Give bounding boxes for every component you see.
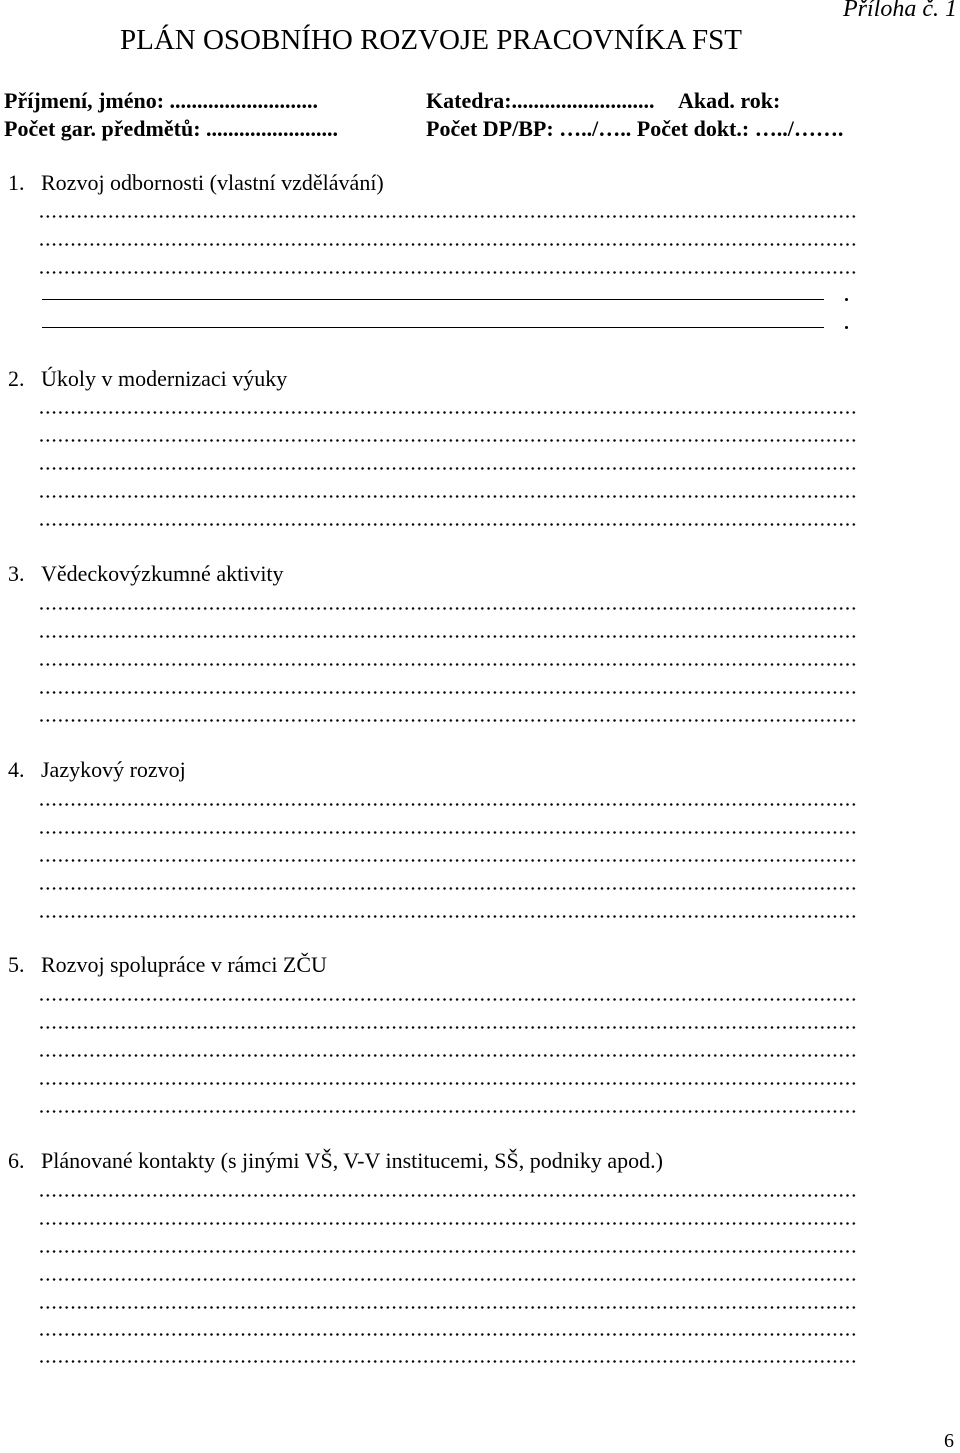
courses-count-field[interactable]: Počet gar. předmětů: ........................ (4, 116, 339, 141)
fill-line[interactable] (40, 411, 858, 419)
annex-label: Příloha č. 1 (843, 0, 957, 22)
section-heading-1 (8, 170, 384, 196)
fill-line[interactable] (40, 915, 858, 923)
fill-line[interactable] (40, 803, 858, 811)
page-title: PLÁN OSOBNÍHO ROZVOJE PRACOVNÍKA FST (120, 24, 742, 56)
section-number: 4. (8, 757, 25, 782)
fill-line[interactable] (40, 271, 858, 279)
section-heading-5 (8, 952, 327, 978)
fill-line[interactable] (40, 607, 858, 615)
fill-line[interactable] (40, 1194, 858, 1202)
fill-line[interactable] (40, 467, 858, 475)
section-title: Rozvoj odbornosti (vlastní vzdělávání) (41, 170, 384, 195)
department-field[interactable]: Katedra:.......................... (426, 88, 655, 113)
section-title: Úkoly v modernizaci výuky (41, 366, 288, 391)
section-number: 1. (8, 170, 25, 195)
fill-line[interactable] (40, 523, 858, 531)
fill-line[interactable] (40, 439, 858, 447)
section-heading-3 (8, 561, 284, 587)
fill-line[interactable] (40, 831, 858, 839)
academic-year-field[interactable]: Akad. rok: (678, 88, 781, 113)
page-number: 6 (944, 1430, 954, 1452)
section-heading-4 (8, 757, 186, 783)
fill-line[interactable] (40, 215, 858, 223)
section-number: 5. (8, 952, 25, 977)
fill-line[interactable] (40, 719, 858, 727)
section-number: 6. (8, 1148, 25, 1173)
fill-line[interactable] (40, 691, 858, 699)
section-title: Rozvoj spolupráce v rámci ZČU (41, 952, 327, 977)
section-title: Vědeckovýzkumné aktivity (41, 561, 284, 586)
fill-line[interactable] (42, 327, 824, 328)
fill-line[interactable] (40, 998, 858, 1006)
fill-line[interactable] (40, 1306, 858, 1314)
section-number: 3. (8, 561, 25, 586)
fill-line[interactable] (40, 859, 858, 867)
fill-line[interactable] (40, 1222, 858, 1230)
section-heading-6 (8, 1148, 663, 1174)
fill-line[interactable] (40, 1278, 858, 1286)
section-title: Jazykový rozvoj (41, 757, 186, 782)
fill-line[interactable] (40, 1054, 858, 1062)
fill-line[interactable] (40, 663, 858, 671)
fill-line[interactable] (40, 1026, 858, 1034)
section-heading-2 (8, 366, 287, 392)
section-number: 2. (8, 366, 25, 391)
fill-line[interactable] (40, 635, 858, 643)
fill-line[interactable] (40, 1082, 858, 1090)
fill-line[interactable] (40, 1360, 858, 1368)
name-field[interactable]: Příjmení, jméno: ........................... (4, 88, 319, 113)
theses-count-field[interactable]: Počet DP/BP: …../….. Počet dokt.: …../……. (426, 116, 844, 141)
fill-line[interactable] (40, 1110, 858, 1118)
fill-line[interactable] (40, 887, 858, 895)
fill-line[interactable] (40, 1333, 858, 1341)
section-title: Plánované kontakty (s jinými VŠ, V-V institucemi, SŠ, podniky apod.) (41, 1148, 663, 1173)
fill-line[interactable] (40, 1250, 858, 1258)
fill-line[interactable] (40, 495, 858, 503)
fill-line[interactable] (42, 299, 824, 300)
fill-line[interactable] (40, 243, 858, 251)
